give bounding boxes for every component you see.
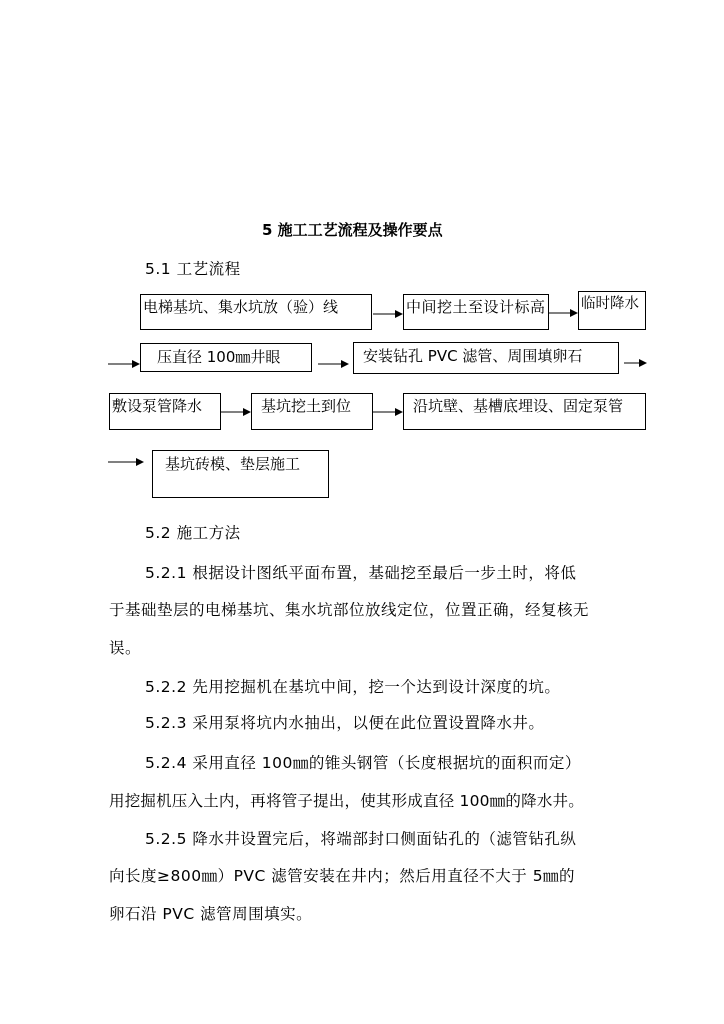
flow-step-press-well-hole: 压直径 100㎜井眼 [140,343,312,372]
flow-step-lay-pump-pipe: 敷设泵管降水 [109,393,221,430]
flow-step-brick-form-cushion: 基坑砖模、垫层施工 [152,450,329,498]
paragraph-5-2-5-line-1: 5.2.5 降水井设置完后，将端部封口侧面钻孔的（滤管钻孔纵 [145,830,577,848]
paragraph-5-2-4-line-1: 5.2.4 采用直径 100㎜的锥头钢管（长度根据坑的面积而定） [145,754,581,772]
section-heading-5-1: 5.1 工艺流程 [145,260,241,278]
section-heading-5-2: 5.2 施工方法 [145,524,241,542]
flow-step-temporary-dewatering: 临时降水 [578,291,646,330]
paragraph-5-2-5-line-2: 向长度≥800㎜）PVC 滤管安装在井内；然后用直径不大于 5㎜的 [109,867,576,885]
paragraph-5-2-1-line-3: 误。 [109,639,142,657]
paragraph-5-2-5-line-3: 卵石沿 PVC 滤管周围填实。 [109,905,313,923]
paragraph-5-2-2: 5.2.2 先用挖掘机在基坑中间，挖一个达到设计深度的坑。 [145,678,561,696]
paragraph-5-2-4-line-2: 用挖掘机压入土内，再将管子提出，使其形成直径 100㎜的降水井。 [109,792,584,810]
flow-step-excavate-to-design: 中间挖土至设计标高 [403,294,549,330]
flow-step-install-pvc-filter: 安装钻孔 PVC 滤管、周围填卵石 [353,342,619,374]
page-title: 5 施工工艺流程及操作要点 [262,221,443,239]
paragraph-5-2-1-line-2: 于基础垫层的电梯基坑、集水坑部位放线定位，位置正确，经复核无 [109,601,590,619]
paragraph-5-2-1-line-1: 5.2.1 根据设计图纸平面布置，基础挖至最后一步土时，将低 [145,564,577,582]
flow-step-layout-line: 电梯基坑、集水坑放（验）线 [140,294,372,330]
flow-step-excavation-in-place: 基坑挖土到位 [251,393,373,430]
paragraph-5-2-3: 5.2.3 采用泵将坑内水抽出，以便在此位置设置降水井。 [145,714,545,732]
flow-step-fix-pump-pipe: 沿坑壁、基槽底埋设、固定泵管 [403,393,646,430]
